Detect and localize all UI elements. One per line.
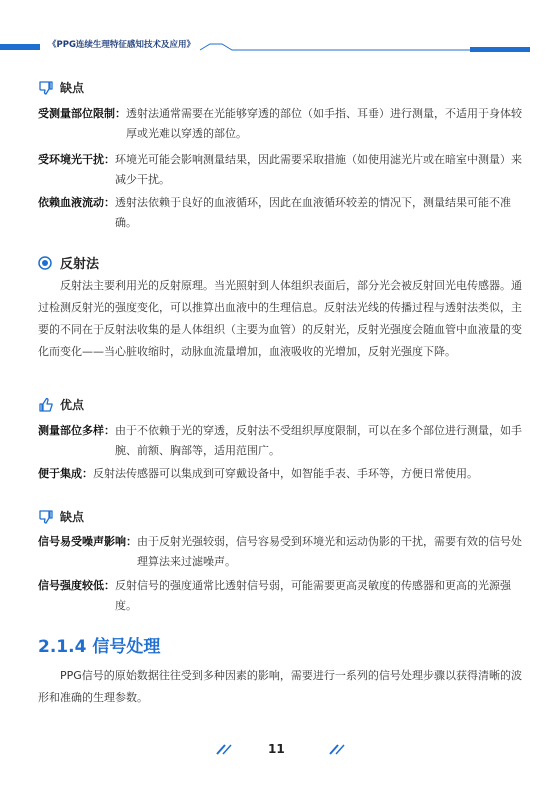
page-number: 11 — [268, 742, 285, 756]
item-label: 受环境光干扰： — [38, 153, 115, 166]
footer-slash-ornament — [328, 742, 346, 756]
list-item — [38, 150, 522, 190]
header-rule — [0, 0, 559, 60]
section-heading: 反射法 — [60, 257, 100, 272]
item-label: 信号强度较低： — [38, 579, 115, 592]
radio-bullet-icon — [38, 256, 52, 270]
item-label: 测量部位多样： — [38, 424, 115, 437]
footer-slash-ornament — [215, 742, 233, 756]
list-item — [38, 421, 522, 461]
item-text: 反射信号的强度通常比透射信号弱，可能需要更高灵敏度的传感器和更高的光源强度。 — [115, 579, 511, 612]
pros-heading: 优点 — [60, 398, 85, 412]
item-label: 受测量部位限制： — [38, 107, 126, 120]
body-paragraph: PPG信号的原始数据往往受到多种因素的影响，需要进行一系列的信号处理步骤以获得清晰的波形和准确的生理参数。 — [38, 669, 522, 704]
item-text: 反射法传感器可以集成到可穿戴设备中，如智能手表、手环等，方便日常使用。 — [93, 467, 478, 480]
section-title: 2.1.4 信号处理 — [38, 637, 161, 657]
list-item — [38, 193, 522, 233]
thumbs-down-icon — [38, 80, 54, 96]
thumbs-up-icon — [38, 397, 54, 413]
list-item — [38, 576, 522, 616]
item-text: 透射法通常需要在光能够穿透的部位（如手指、耳垂）进行测量，不适用于身体较厚或光难以穿透的部位。 — [126, 107, 522, 140]
item-label: 依赖血液流动： — [38, 196, 115, 209]
list-item — [38, 104, 522, 144]
item-text: 环境光可能会影响测量结果，因此需要采取措施（如使用滤光片或在暗室中测量）来减少干扰。 — [115, 153, 522, 186]
running-header-title: 《PPG连续生理特征感知技术及应用》 — [48, 40, 195, 50]
cons-heading: 缺点 — [60, 81, 85, 95]
item-label: 便于集成： — [38, 467, 93, 480]
item-text: 透射法依赖于良好的血液循环，因此在血液循环较差的情况下，测量结果可能不准确。 — [115, 196, 511, 229]
item-text: 由于不依赖于光的穿透，反射法不受组织厚度限制，可以在多个部位进行测量，如手腕、前额、胸部等，适用范围广。 — [115, 424, 522, 457]
cons-heading: 缺点 — [60, 510, 85, 524]
item-label: 信号易受噪声影响： — [38, 535, 137, 548]
list-item — [38, 464, 522, 484]
item-text: 由于反射光强较弱，信号容易受到环境光和运动伪影的干扰，需要有效的信号处理算法来过滤噪声。 — [137, 535, 522, 568]
list-item — [38, 532, 522, 572]
body-paragraph: 反射法主要利用光的反射原理。当光照射到人体组织表面后，部分光会被反射回光电传感器。通过检测反射光的强度变化，可以推算出血液中的生理信息。反射法光线的传播过程与透射法类似，主要的不同在于反射法收集的是人体组织（主要为血管）的反射光，反射光强度会随血管中血液量的变化而变化——当心脏收缩时，动脉血流量增加，血液吸收的光增加，反射光强度下降。 — [38, 279, 522, 358]
thumbs-down-icon — [38, 509, 54, 525]
